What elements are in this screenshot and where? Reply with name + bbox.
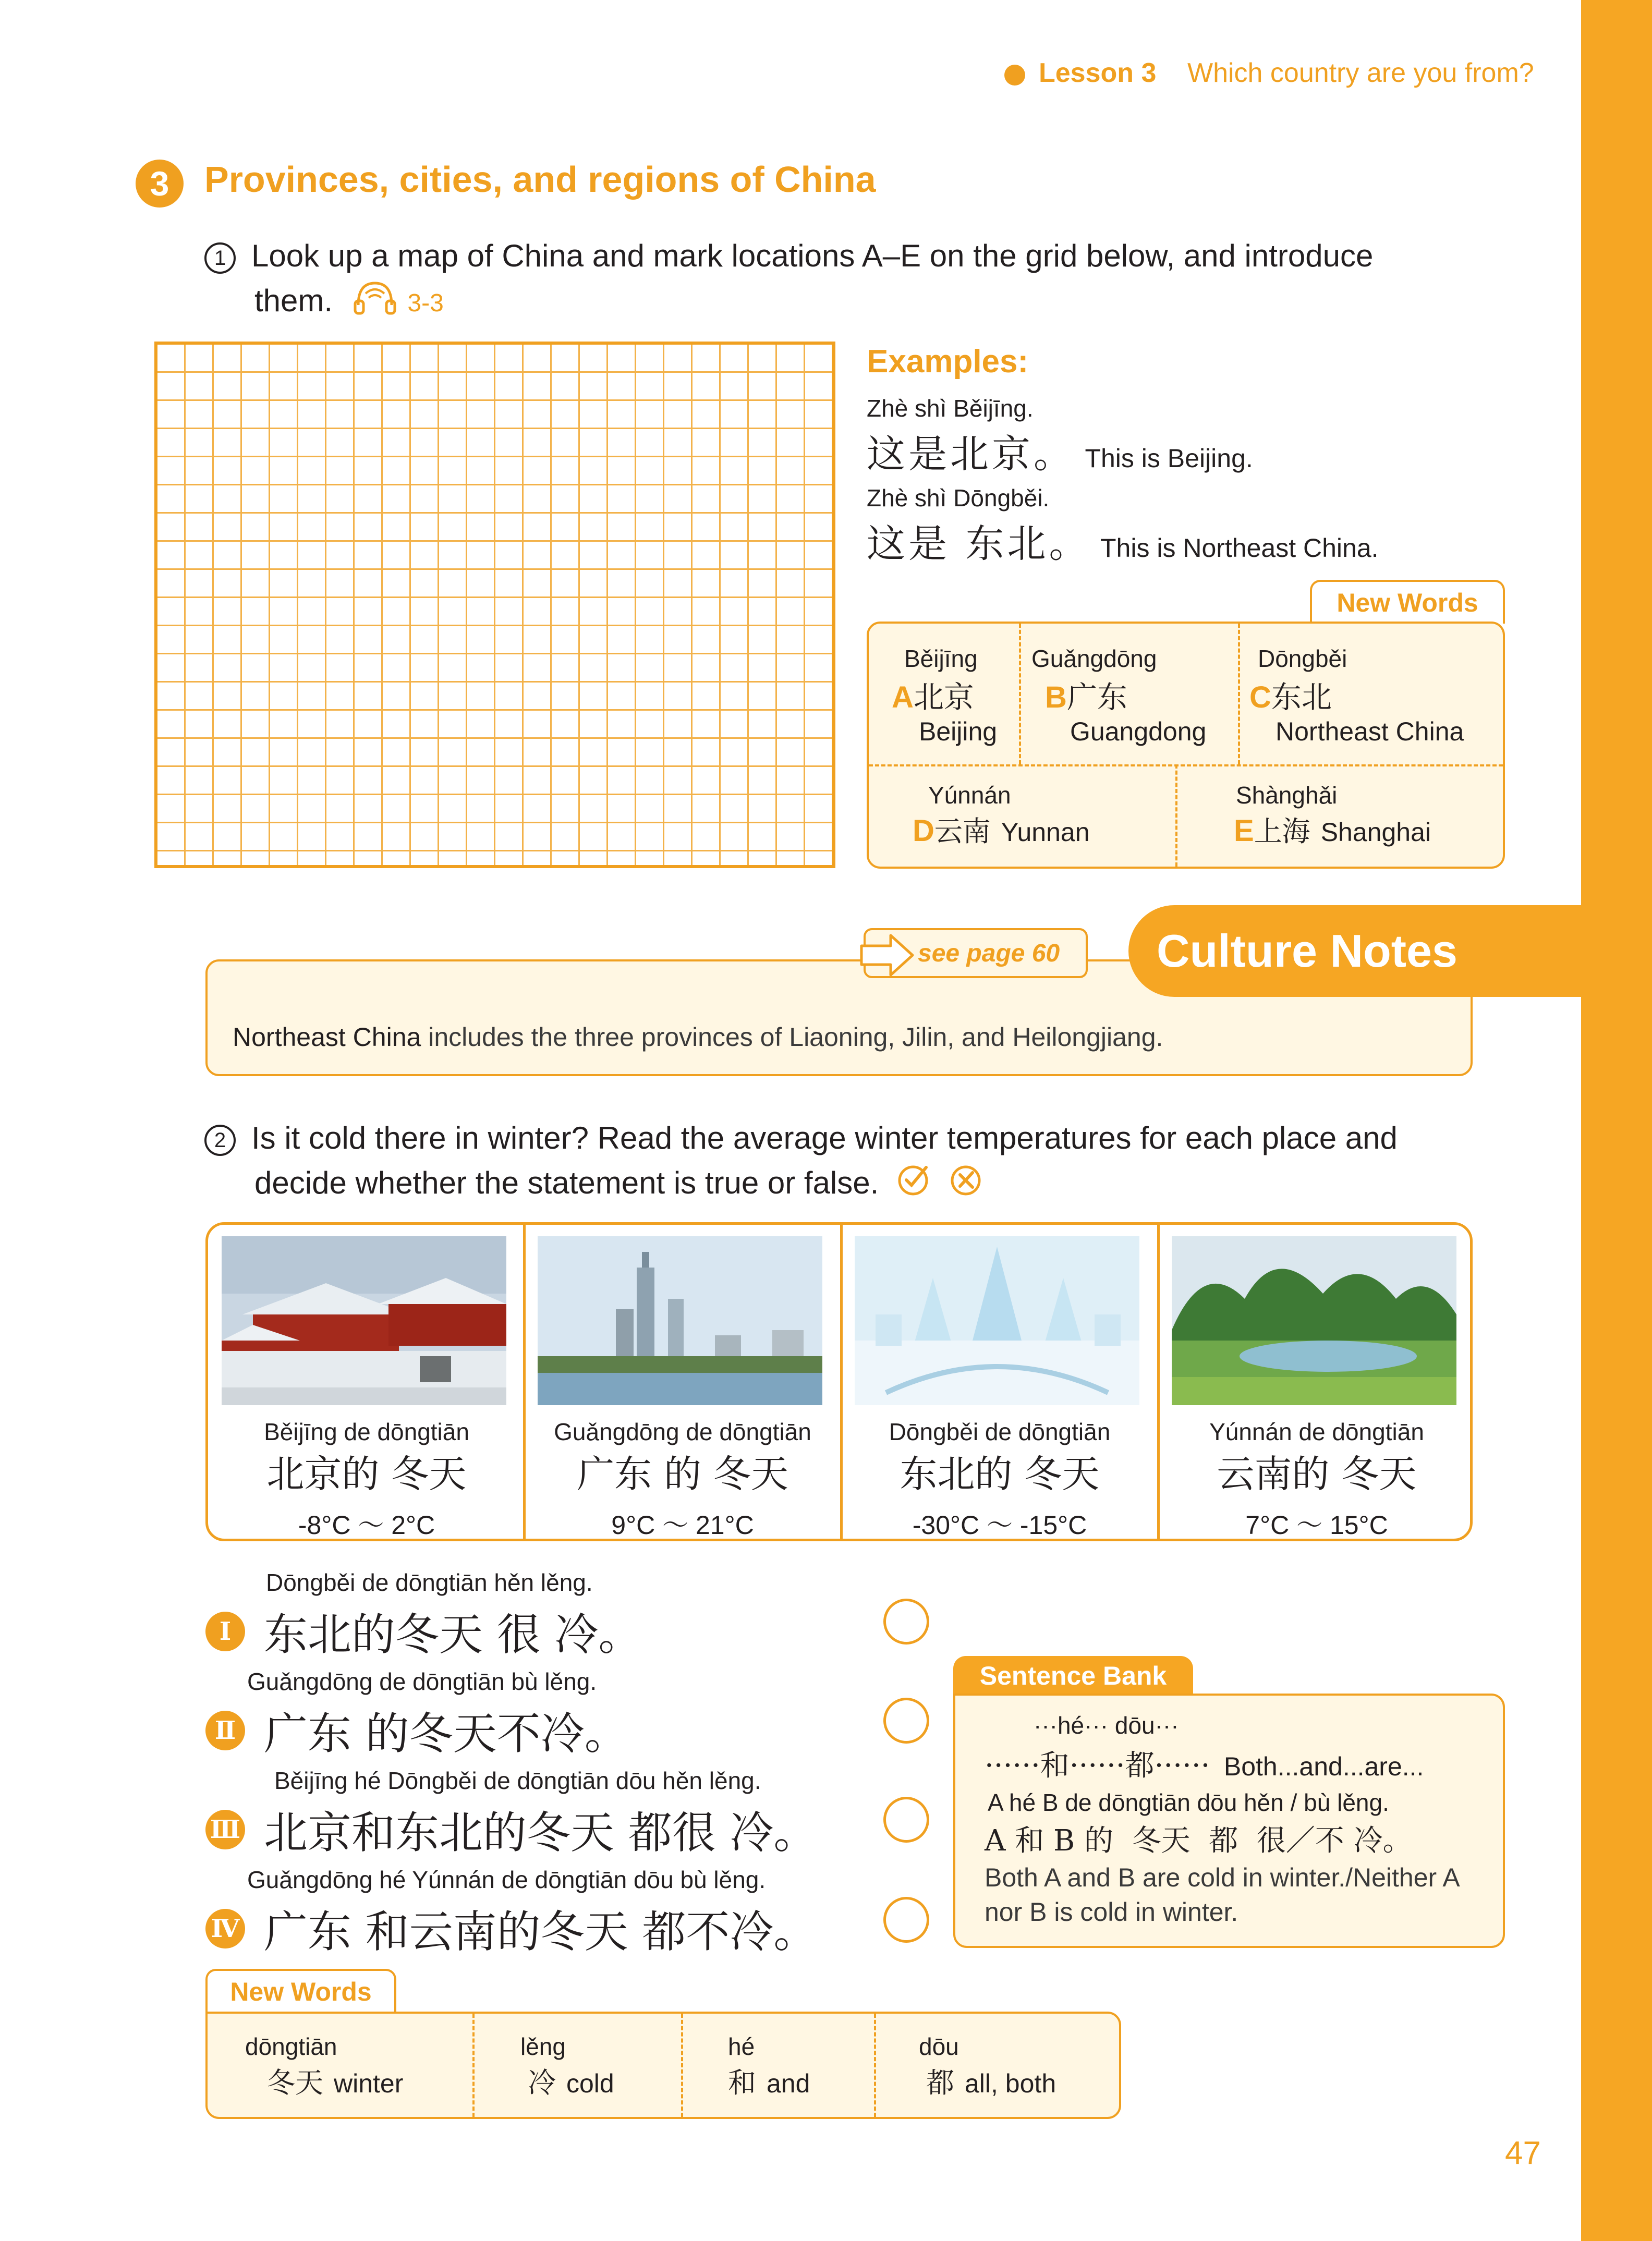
word-d-letter: D: [913, 814, 934, 848]
word-a-letter: A: [892, 680, 914, 714]
word-he-pinyin: hé: [728, 2033, 755, 2060]
new-words-tab-1: New Words: [1310, 580, 1505, 624]
examples-title: Examples:: [867, 344, 1029, 380]
see-page-link[interactable]: [864, 928, 1088, 978]
word-dou-hanzi: 都: [926, 2066, 954, 2099]
word-a-pinyin: Běijīng: [904, 645, 978, 672]
word-dou-english: all, both: [965, 2069, 1056, 2098]
page-edge-bar: [1581, 0, 1652, 2241]
word-dongtian: [245, 2032, 403, 2101]
check-icon: [896, 1162, 930, 1209]
culture-notes-text: [233, 1022, 1163, 1052]
statement-4-pinyin: Guǎngdōng hé Yúnnán de dōngtiān dōu bù lěng.: [247, 1866, 766, 1893]
guangdong-photo: [538, 1236, 822, 1405]
page-number: 47: [1505, 2135, 1541, 2171]
yunnan-temp: 7°C ～ 15°C: [1245, 1511, 1388, 1540]
part1-line2: them.: [254, 283, 333, 318]
example-1-english: This is Beijing.: [1085, 444, 1253, 473]
new-words-box-1: [867, 622, 1505, 869]
statement-3: [205, 1767, 817, 1861]
sentence-bank-pattern-english: Both...and...are...: [1223, 1752, 1424, 1781]
word-dou-pinyin: dōu: [919, 2033, 959, 2060]
divider: [1238, 624, 1240, 764]
word-e: [1234, 781, 1431, 849]
statement-1: [205, 1568, 642, 1663]
statement-3-pinyin: Běijīng hé Dōngběi de dōngtiān dōu hěn lěng.: [274, 1767, 761, 1794]
answer-circle-1[interactable]: [883, 1599, 929, 1645]
header-lesson: Lesson 3: [1039, 58, 1157, 88]
guangdong-pinyin: Guǎngdōng de dōngtiān: [554, 1418, 811, 1445]
part1-instruction: [204, 234, 1519, 278]
answer-circle-2[interactable]: [883, 1698, 929, 1744]
word-he-english: and: [767, 2069, 810, 2098]
word-leng-english: cold: [566, 2069, 614, 2098]
word-b-letter: B: [1045, 680, 1067, 714]
example-2-pinyin: Zhè shì Dōngběi.: [867, 484, 1050, 511]
word-dongtian-english: winter: [334, 2069, 404, 2098]
sentence-bank-tab: Sentence Bank: [953, 1656, 1193, 1696]
divider: [1019, 624, 1021, 764]
sentence-bank-example-hanzi: A 和 B 的 冬天 都 很／不 冷。: [985, 1824, 1412, 1858]
winter-temperatures-box: [205, 1222, 1473, 1541]
new-words-box-2: [205, 2012, 1121, 2119]
word-he-hanzi: 和: [728, 2066, 756, 2099]
answer-circle-4[interactable]: [883, 1897, 929, 1943]
sentence-bank-pattern-hanzi: ······和······都······: [985, 1749, 1210, 1783]
word-e-letter: E: [1234, 814, 1254, 848]
part1-line1: Look up a map of China and mark locations A–E on the grid below, and introduce: [251, 238, 1374, 273]
word-e-hanzi: 上海: [1254, 815, 1310, 848]
cross-icon: [949, 1162, 983, 1209]
statement-3-number: Ⅲ: [205, 1810, 245, 1849]
part2-line2: decide whether the statement is true or false.: [254, 1165, 879, 1200]
answer-circle-3[interactable]: [883, 1797, 929, 1843]
example-1: [867, 394, 1253, 479]
word-e-pinyin: Shànghǎi: [1236, 782, 1338, 809]
word-d-english: Yunnan: [1001, 818, 1090, 847]
word-d: [913, 781, 1090, 849]
sentence-bank-example-pinyin: A hé B de dōngtiān dōu hěn / bù lěng.: [988, 1789, 1389, 1816]
word-c-letter: C: [1249, 680, 1271, 714]
guangdong-hanzi: 广东 的 冬天: [577, 1452, 788, 1496]
culture-notes-body: includes the three provinces of Liaoning, Jilin, and Heilongjiang.: [421, 1022, 1163, 1052]
statement-1-pinyin: Dōngběi de dōngtiān hěn lěng.: [266, 1569, 593, 1596]
example-2-english: This is Northeast China.: [1100, 533, 1379, 563]
word-dongtian-pinyin: dōngtiān: [245, 2033, 337, 2060]
yunnan-hanzi: 云南的 冬天: [1217, 1452, 1417, 1496]
place-yunnan: [1172, 1236, 1462, 1542]
statement-4: [205, 1866, 817, 1960]
dongbei-temp: -30°C ～ -15°C: [912, 1511, 1087, 1540]
sentence-bank-english-1: Both A and B are cold in winter./Neither A: [985, 1863, 1460, 1892]
beijing-photo: [222, 1236, 506, 1405]
word-c: [1249, 644, 1464, 747]
map-grid[interactable]: [154, 342, 835, 868]
statement-1-number: Ⅰ: [205, 1612, 245, 1651]
place-dongbei: [855, 1236, 1145, 1542]
part2-line1: Is it cold there in winter? Read the average winter temperatures for each place and: [251, 1120, 1398, 1155]
beijing-hanzi: 北京的 冬天: [266, 1452, 467, 1496]
sentence-bank-pattern-pinyin: ···hé··· dōu···: [1034, 1712, 1179, 1739]
yunnan-photo: [1172, 1236, 1456, 1405]
header-title: Which country are you from?: [1187, 58, 1534, 88]
word-dongtian-hanzi: 冬天: [267, 2066, 323, 2099]
word-b-hanzi: 广东: [1066, 679, 1127, 715]
part1-number: 1: [204, 242, 236, 274]
word-dou: [919, 2032, 1056, 2101]
word-c-hanzi: 东北: [1271, 679, 1332, 715]
word-d-hanzi: 云南: [934, 815, 991, 848]
part1-instruction-cont: [254, 278, 444, 327]
dongbei-hanzi: 东北的 冬天: [900, 1452, 1100, 1496]
statement-2-pinyin: Guǎngdōng de dōngtiān bù lěng.: [247, 1668, 597, 1695]
dongbei-photo: [855, 1236, 1139, 1405]
lesson-dot-icon: [1004, 65, 1025, 86]
section-number: 3: [136, 160, 184, 208]
word-b-english: Guangdong: [1070, 717, 1207, 746]
beijing-temp: -8°C ～ 2°C: [298, 1511, 435, 1540]
word-c-english: Northeast China: [1276, 717, 1464, 746]
divider: [1157, 1225, 1160, 1539]
word-a-english: Beijing: [919, 717, 998, 746]
see-page-label: see page 60: [918, 939, 1060, 967]
sentence-bank-english-2: nor B is cold in winter.: [985, 1897, 1238, 1927]
statement-4-number: Ⅳ: [205, 1909, 245, 1948]
divider: [874, 2014, 876, 2117]
example-1-hanzi: 这是北京。: [867, 432, 1075, 477]
statement-1-hanzi: 东北的冬天 很 冷。: [264, 1609, 642, 1660]
yunnan-pinyin: Yúnnán de dōngtiān: [1209, 1418, 1424, 1445]
statement-2-number: Ⅱ: [205, 1711, 245, 1750]
word-leng-hanzi: 冷: [528, 2066, 556, 2099]
word-a-hanzi: 北京: [913, 679, 974, 715]
beijing-pinyin: Běijīng de dōngtiān: [264, 1418, 469, 1445]
divider: [523, 1225, 526, 1539]
sentence-bank-box: [953, 1694, 1505, 1948]
word-leng-pinyin: lěng: [520, 2033, 566, 2060]
divider: [840, 1225, 843, 1539]
word-d-pinyin: Yúnnán: [928, 782, 1011, 809]
word-c-pinyin: Dōngběi: [1258, 645, 1347, 672]
audio-track: 3-3: [407, 289, 444, 317]
statement-2: [205, 1667, 628, 1762]
statement-4-hanzi: 广东 和云南的冬天 都不冷。: [264, 1906, 818, 1957]
word-he: [728, 2032, 810, 2101]
part2-instruction: [204, 1116, 1539, 1161]
sentence-bank-pattern: [985, 1743, 1424, 1784]
statement-2-hanzi: 广东 的冬天不冷。: [264, 1708, 628, 1759]
example-1-pinyin: Zhè shì Běijīng.: [867, 395, 1034, 422]
divider: [472, 2014, 475, 2117]
word-leng: [520, 2032, 614, 2101]
culture-notes-highlight: Northeast China: [233, 1022, 421, 1052]
divider: [1175, 764, 1177, 867]
culture-notes-banner: Culture Notes: [1128, 905, 1581, 997]
divider: [869, 764, 1503, 766]
new-words-tab-2: New Words: [205, 1969, 396, 2013]
dongbei-pinyin: Dōngběi de dōngtiān: [889, 1418, 1111, 1445]
divider: [681, 2014, 683, 2117]
place-guangdong: [538, 1236, 828, 1542]
place-beijing: [222, 1236, 512, 1542]
arrow-icon: [858, 930, 916, 986]
example-2-hanzi: 这是 东北。: [867, 521, 1091, 566]
statement-3-hanzi: 北京和东北的冬天 都很 冷。: [264, 1807, 818, 1858]
part2-number: 2: [204, 1125, 236, 1156]
word-e-english: Shanghai: [1320, 818, 1431, 847]
word-b: [1031, 644, 1206, 747]
word-a: [892, 644, 998, 747]
part2-instruction-cont: [254, 1161, 983, 1209]
example-2: [867, 484, 1379, 568]
audio-headphones-icon[interactable]: [351, 279, 399, 327]
guangdong-temp: 9°C ～ 21°C: [611, 1511, 754, 1540]
word-b-pinyin: Guǎngdōng: [1031, 645, 1157, 672]
section-title: Provinces, cities, and regions of China: [204, 159, 876, 200]
